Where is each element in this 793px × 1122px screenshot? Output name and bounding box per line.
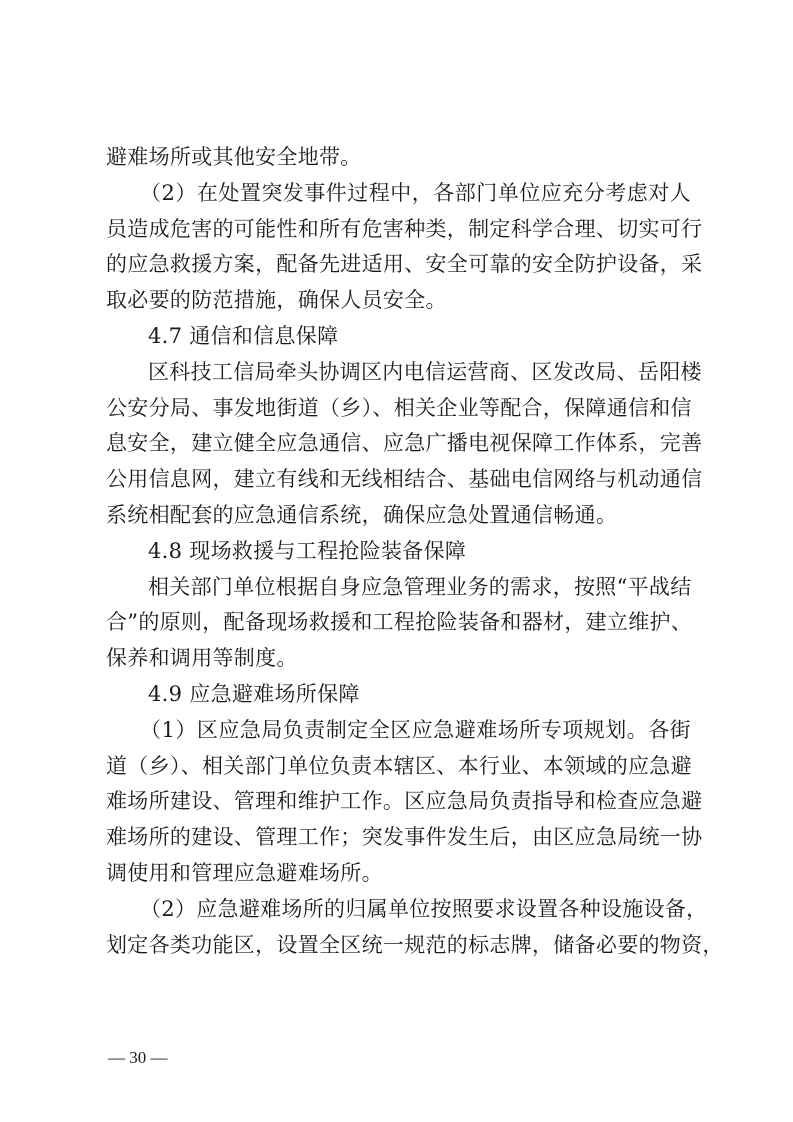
text-line: 公用信息网，建立有线和无线相结合、基础电信网络与机动通信 <box>106 467 703 492</box>
text-line: 道（乡）、相关部门单位负责本辖区、本行业、本领域的应急避 <box>106 753 692 778</box>
text-line: 划定各类功能区，设置全区统一规范的标志牌，储备必要的物资， <box>106 932 724 957</box>
section-heading: 4.8 现场救援与工程抢险装备保障 <box>148 538 467 563</box>
text-line: 息安全，建立健全应急通信、应急广播电视保障工作体系，完善 <box>106 431 703 456</box>
text-line: 避难场所或其他安全地带。 <box>106 145 362 169</box>
text-line: 难场所的建设、管理工作；突发事件发生后，由区应急局统一协 <box>106 825 703 850</box>
text-line: 系统相配套的应急通信系统，确保应急处置通信畅通。 <box>106 502 618 527</box>
document-body <box>106 140 724 963</box>
text-line: 合”的原则，配备现场救援和工程抢险装备和器材，建立维护、 <box>106 610 693 635</box>
section-heading: 4.7 通信和信息保障 <box>148 323 339 348</box>
section-heading: 4.9 应急避难场所保障 <box>148 681 360 706</box>
text-line: 的应急救援方案，配备先进适用、安全可靠的安全防护设备，采 <box>106 252 703 277</box>
text-line: 难场所建设、管理和维护工作。区应急局负责指导和检查应急避 <box>106 789 703 814</box>
text-line: 取必要的防范措施，确保人员安全。 <box>106 288 447 313</box>
text-line: （2）应急避难场所的归属单位按照要求设置各种设施设备， <box>140 896 708 921</box>
text-line: 公安分局、事发地街道（乡）、相关企业等配合，保障通信和信 <box>106 395 692 420</box>
text-line: 保养和调用等制度。 <box>106 646 298 671</box>
text-line: 调使用和管理应急避难场所。 <box>106 860 383 885</box>
page-number: — 30 — <box>108 1048 168 1067</box>
text-line: （2）在处置突发事件过程中，各部门单位应充分考虑对人 <box>140 180 691 205</box>
text-line: 区科技工信局牵头协调区内电信运营商、区发改局、岳阳楼 <box>148 359 702 384</box>
text-line: （1）区应急局负责制定全区应急避难场所专项规划。各街 <box>140 717 691 742</box>
text-line: 员造成危害的可能性和所有危害种类，制定科学合理、切实可行 <box>106 216 703 241</box>
text-line: 相关部门单位根据自身应急管理业务的需求，按照“平战结 <box>148 574 692 599</box>
